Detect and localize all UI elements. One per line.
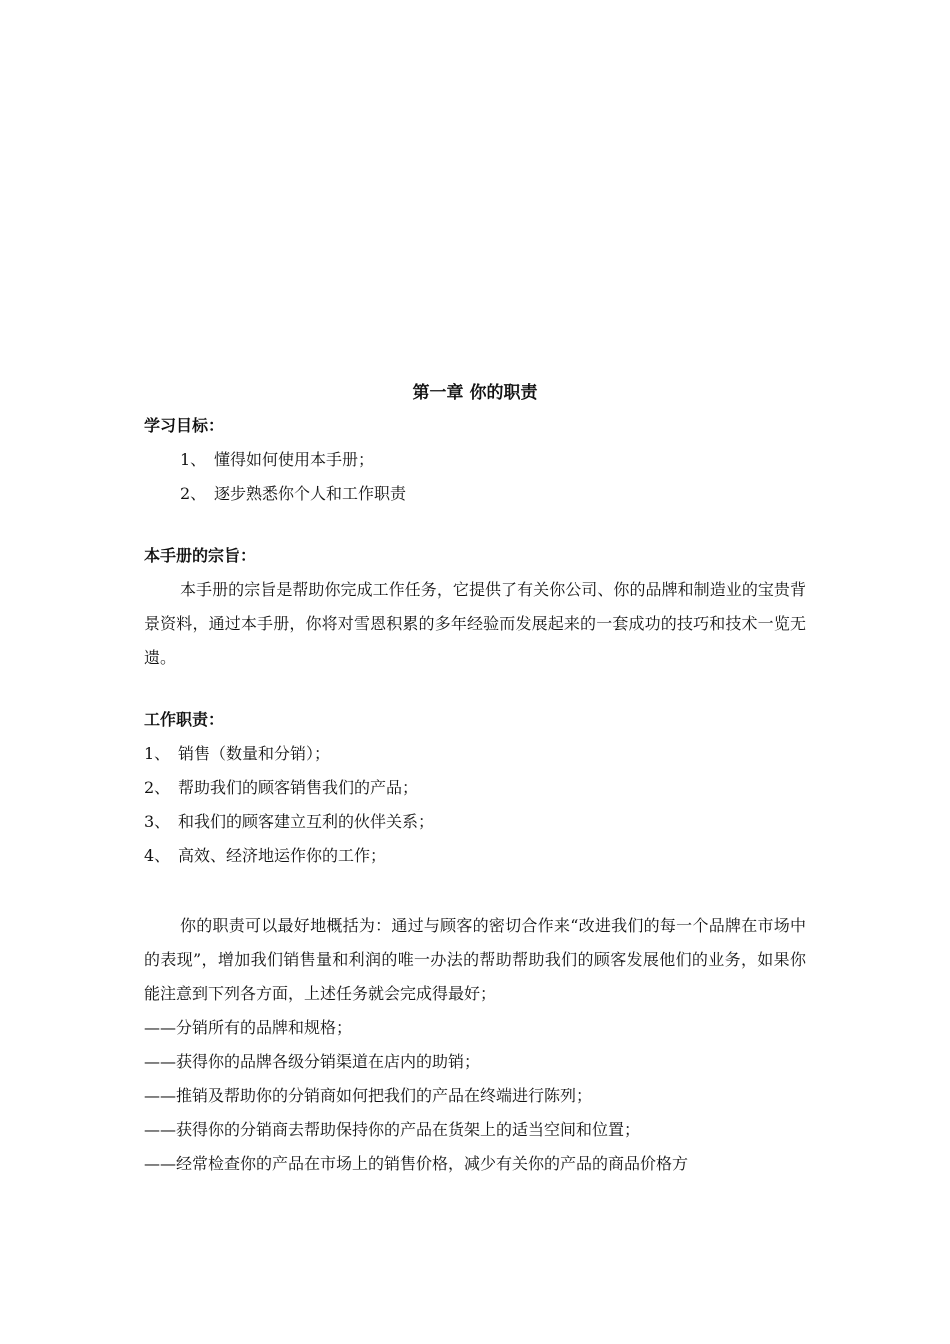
duties-heading: 工作职责：: [144, 710, 225, 729]
item-number: 2、: [144, 778, 171, 797]
dash-item: ——经常检查你的产品在市场上的销售价格，减少有关你的产品的商品价格方: [144, 1154, 689, 1173]
item-number: 2、: [180, 484, 207, 503]
item-text: 销售（数量和分销）；: [178, 744, 331, 763]
learning-goal-item: [144, 477, 806, 511]
item-text: 懂得如何使用本手册；: [214, 450, 375, 469]
item-number: 3、: [144, 812, 171, 831]
spacer: [144, 675, 806, 703]
spacer: [144, 511, 806, 539]
item-number: 1、: [144, 744, 171, 763]
dash-item: ——获得你的分销商去帮助保持你的产品在货架上的适当空间和位置；: [144, 1120, 641, 1139]
item-text: 和我们的顾客建立互利的伙伴关系；: [178, 812, 435, 831]
spacer: [144, 873, 806, 909]
dash-item: ——分销所有的品牌和规格；: [144, 1018, 353, 1037]
duty-item: [144, 805, 806, 839]
duty-item: [144, 839, 806, 873]
dash-item: ——推销及帮助你的分销商如何把我们的产品在终端进行陈列；: [144, 1086, 593, 1105]
purpose-heading: 本手册的宗旨：: [144, 546, 257, 565]
item-text: 高效、经济地运作你的工作；: [178, 846, 387, 865]
purpose-paragraph: 本手册的宗旨是帮助你完成工作任务，它提供了有关你公司、你的品牌和制造业的宝贵背景资料，通过本手册，你将对雪恩积累的多年经验而发展起来的一套成功的技巧和技术一览无遗。: [144, 580, 806, 667]
item-number: 1、: [180, 450, 207, 469]
item-text: 帮助我们的顾客销售我们的产品；: [178, 778, 419, 797]
item-text: 逐步熟悉你个人和工作职责: [214, 484, 407, 503]
duty-item: [144, 737, 806, 771]
document-page: [144, 377, 806, 1181]
dash-item: ——获得你的品牌各级分销渠道在店内的助销；: [144, 1052, 481, 1071]
learning-goal-item: [144, 443, 806, 477]
learning-goals-heading: 学习目标：: [144, 416, 225, 435]
summary-paragraph: 你的职责可以最好地概括为：通过与顾客的密切合作来“改进我们的每一个品牌在市场中的表现”，增加我们销售量和利润的唯一办法的帮助帮助我们的顾客发展他们的业务，如果你能注意到下列各方面，上述任务就会完成得最好；: [144, 916, 806, 1003]
duty-item: [144, 771, 806, 805]
chapter-title: 第一章 你的职责: [412, 383, 538, 403]
item-number: 4、: [144, 846, 171, 865]
